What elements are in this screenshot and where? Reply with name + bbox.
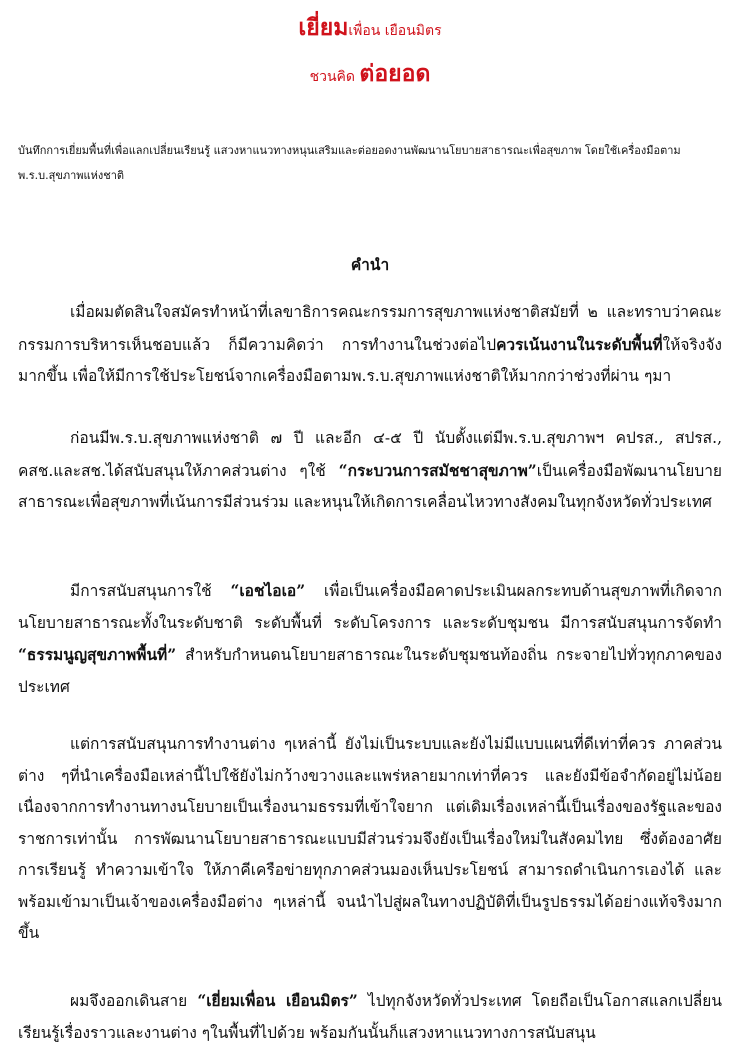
paragraph-text: เมื่อผมตัดสินใจสมัครทำหน้าที่เลขาธิการคณะกรรมการสุขภาพแห่งชาติสมัยที่ ๒ และทราบว่าคณะกรรมการบริหารเห็นชอบแล้ว ก็มีความคิดว่า การทำงานในช่วงต่อไป [18,303,722,354]
emphasis-text: “กระบวนการสมัชชาสุขภาพ” [338,460,537,480]
paragraph-text: เพื่อเป็นเครื่องมือคาดประเมินผลกระทบด้านสุขภาพที่เกิดจากนโยบายสาธารณะทั้งในระดับชาติ ระดับพื้นที่ ระดับโครงการ และระดับชุมชน มีการสนับสนุนการจัดทำ [18,582,722,632]
section-heading: คำนำ [350,255,390,274]
paragraph-text: สำหรับกำหนดนโยบายสาธารณะในระดับชุมชนท้องถิ่น กระจายไปทั่วทุกภาคของประเทศ [18,646,722,696]
paragraph-5 [18,985,722,1049]
paragraph-text: แต่การสนับสนุนการทำงานต่าง ๆเหล่านี้ ยังไม่เป็นระบบและยังไม่มีแบบแผนที่ดีเท่าที่ควร ภาคส่วนต่าง ๆที่นำเครื่องมือเหล่านี้ไปใช้ยังไม่กว้างขวางและแพร่หลายมากเท่าที่ควร และยังมีข้อจำกัดอยู่ไม่น้อย เนื่องจากการทำงานทางนโยบายเป็นเรื่องนามธรรมที่เข้าใจยาก แต่เดิมเรื่องเหล่านี้เป็นเรื่องของรัฐและของราชการเท่านั้น การพัฒนานโยบายสาธารณะแบบมีส่วนร่วมจึงยังเป็นเรื่องใหม่ในสังคมไทย ซึ่งต้องอาศัยการเรียนรู้ ทำความเข้าใจ ให้ภาคีเครือข่ายทุกภาคส่วนมองเห็นประโยชน์ สามารถดำเนินการเองได้ และพร้อมเข้ามาเป็นเจ้าของเครื่องมือต่าง ๆเหล่านี้ จนนำไปสู่ผลในทางปฏิบัติที่เป็นรูปธรรมได้อย่างแท้จริงมากขึ้น [18,735,722,942]
subtitle-rest: ชวนคิด [309,69,360,85]
paragraph-text: ก่อนมีพ.ร.บ.สุขภาพแห่งชาติ ๗ ปี และอีก ๔-๕ ปี นับตั้งแต่มีพ.ร.บ.สุขภาพฯ คปรส., สปรส., คสช.และสช.ได้สนับสนุนให้ภาคส่วนต่าง ๆใช้ [18,429,722,480]
document-title [0,14,740,42]
paragraph-1 [18,297,722,393]
paragraph-2 [18,423,722,519]
paragraph-text: ไปทุกจังหวัดทั่วประเทศ โดยถือเป็นโอกาสแลกเปลี่ยนเรียนรู้เรื่องราวและงานต่าง ๆในพื้นที่ไปด้วย พร้อมกันนั้นก็แสวงหาแนวทางการสนับสนุน [18,992,722,1042]
emphasis-text: “เยี่ยมเพื่อน เยือนมิตร” [197,991,358,1010]
document-summary: บันทึกการเยี่ยมพื้นที่เพื่อแลกเปลี่ยนเรียนรู้ แสวงหาแนวทางหนุนเสริมและต่อยอดงานพัฒนานโยบายสาธารณะเพื่อสุขภาพ โดยใช้เครื่องมือตาม พ.ร.บ.สุขภาพแห่งชาติ [18,144,681,182]
emphasis-text: ควรเน้นงานในระดับพื้นที่ [496,334,663,354]
paragraph-text: มีการสนับสนุนการใช้ [70,582,231,600]
emphasis-text: “ธรรมนูญสุขภาพพื้นที่” [18,645,177,664]
paragraph-4 [18,729,722,950]
title-rest: เพื่อน เยือนมิตร [348,23,442,39]
emphasis-text: “เอชไอเอ” [230,581,306,600]
paragraph-text: ผมจึงออกเดินสาย [70,992,198,1010]
paragraph-text: ให้จริงจังมากขึ้น เพื่อให้มีการใช้ประโยชน์จากเครื่องมือตามพ.ร.บ.สุขภาพแห่งชาติให้มากกว่าช่วงที่ผ่าน ๆมา [18,335,722,385]
document-subtitle [0,60,740,88]
paragraph-text: เป็นเครื่องมือพัฒนานโยบายสาธารณะเพื่อสุขภาพที่เน้นการมีส่วนร่วม และหนุนให้เกิดการเคลื่อนไหวทางสังคมในทุกจังหวัดทั่วประเทศ [18,461,722,511]
subtitle-highlight: ต่อยอด [359,60,431,87]
title-highlight: เยี่ยม [298,14,349,41]
paragraph-3 [18,575,722,703]
